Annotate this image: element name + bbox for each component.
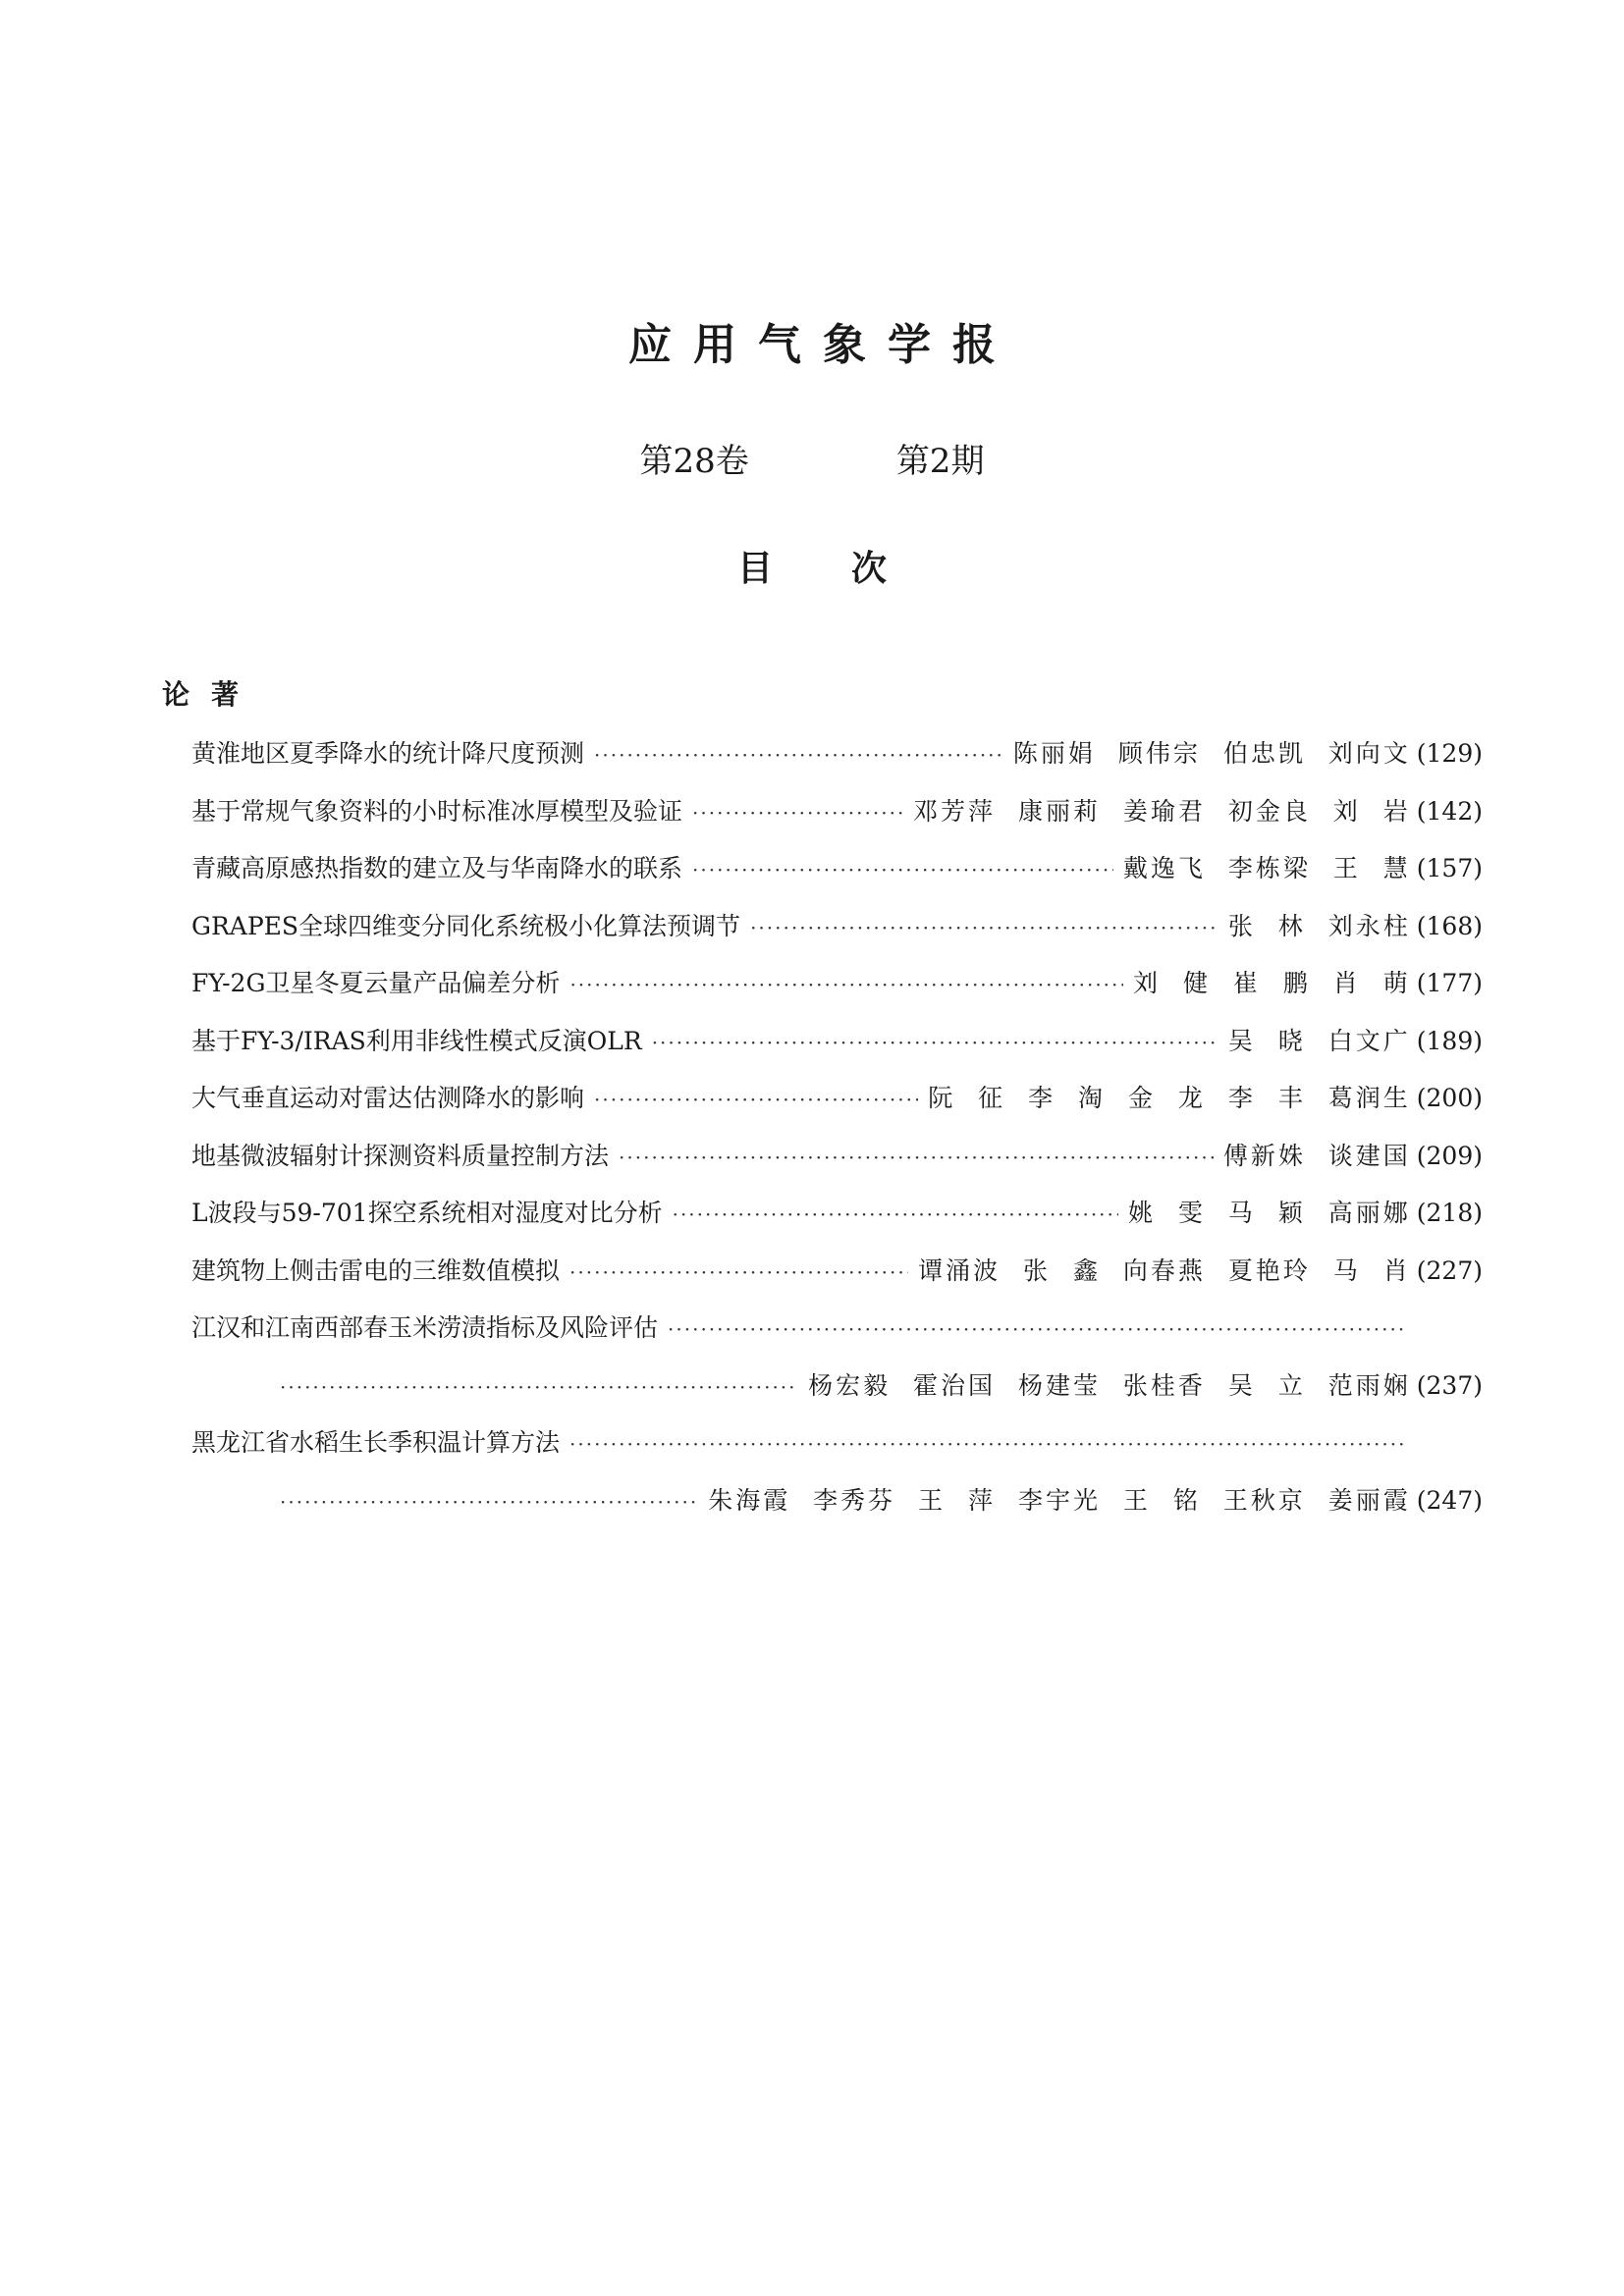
entry-authors: 谭涌波 张 鑫 向春燕 夏艳玲 马 肖 [918, 1255, 1411, 1285]
toc-heading-left: 目 [736, 549, 773, 589]
entry-page: (209) [1416, 1141, 1483, 1170]
toc-entry[interactable] [191, 1079, 1483, 1137]
leader-dots [668, 1317, 1404, 1341]
entry-authors: 阮 征 李 淘 金 龙 李 丰 葛润生 [928, 1084, 1411, 1112]
entry-page: (247) [1416, 1485, 1483, 1515]
toc-entry[interactable] [191, 1194, 1483, 1252]
leader-dots [280, 1490, 698, 1514]
leader-dots [569, 1432, 1404, 1456]
entry-title[interactable]: 江汉和江南西部春玉米涝渍指标及风险评估 [191, 1313, 659, 1342]
entry-page: (189) [1416, 1026, 1483, 1055]
leader-dots [619, 1146, 1214, 1169]
toc-entry-continuation [191, 1481, 1483, 1539]
entry-title[interactable]: 基于FY-3/IRAS利用非线性模式反演OLR [191, 1026, 642, 1055]
toc-entry[interactable] [191, 1137, 1483, 1195]
toc-entry[interactable] [191, 964, 1483, 1022]
entry-title[interactable]: 地基微波辐射计探测资料质量控制方法 [191, 1141, 610, 1170]
entry-page: (168) [1416, 911, 1483, 940]
entry-page: (227) [1416, 1255, 1483, 1285]
entry-authors: 吴 晓 白文广 [1227, 1026, 1411, 1055]
leader-dots [692, 858, 1113, 881]
entry-authors: 姚 雯 马 颖 高丽娜 [1127, 1199, 1411, 1227]
entry-authors: 刘 健 崔 鹏 肖 萌 [1133, 969, 1411, 997]
entry-title[interactable]: 建筑物上侧击雷电的三维数值模拟 [191, 1255, 561, 1285]
leader-dots [569, 1260, 908, 1284]
journal-title: 应用气象学报 [628, 320, 1017, 370]
leader-dots [692, 801, 903, 825]
leader-dots [652, 1031, 1218, 1054]
entry-authors: 傅新姝 谈建国 [1222, 1141, 1411, 1170]
entry-title[interactable]: L波段与59-701探空系统相对湿度对比分析 [191, 1199, 663, 1227]
entry-title[interactable]: 黄淮地区夏季降水的统计降尺度预测 [191, 739, 585, 768]
toc-list [191, 734, 1483, 1538]
leader-dots [594, 743, 1003, 767]
entry-title[interactable]: 大气垂直运动对雷达估测降水的影响 [191, 1084, 585, 1112]
toc-entry[interactable] [191, 907, 1483, 965]
entry-authors: 戴逸飞 李栋梁 王 慧 [1122, 854, 1411, 882]
toc-entry[interactable] [191, 1022, 1483, 1080]
leader-dots [673, 1202, 1118, 1226]
leader-dots [750, 916, 1218, 939]
toc-heading [0, 545, 1624, 594]
entry-authors: 陈丽娟 顾伟宗 伯忠凯 刘向文 [1012, 739, 1411, 768]
toc-entry[interactable] [191, 734, 1483, 792]
entry-page: (200) [1416, 1084, 1483, 1112]
toc-entry[interactable] [191, 1252, 1483, 1309]
entry-title[interactable]: FY-2G卫星冬夏云量产品偏差分析 [191, 969, 561, 997]
volume-number: 第28卷 [639, 442, 749, 481]
entry-title[interactable]: 黑龙江省水稻生长季积温计算方法 [191, 1428, 561, 1457]
entry-authors: 邓芳萍 康丽莉 姜瑜君 初金良 刘 岩 [913, 796, 1411, 826]
issue-number: 第2期 [895, 442, 985, 481]
toc-entry-continuation [191, 1366, 1483, 1424]
entry-title[interactable]: 基于常规气象资料的小时标准冰厚模型及验证 [191, 796, 683, 826]
toc-entry[interactable] [191, 792, 1483, 850]
leader-dots [569, 973, 1123, 996]
entry-title[interactable]: GRAPES全球四维变分同化系统极小化算法预调节 [191, 911, 741, 940]
entry-page: (218) [1416, 1199, 1483, 1227]
leader-dots [280, 1375, 798, 1399]
entry-page: (142) [1416, 796, 1483, 826]
entry-authors: 朱海霞 李秀芬 王 萍 李宇光 王 铭 王秋京 姜丽霞 [708, 1485, 1411, 1515]
entry-title[interactable]: 青藏高原感热指数的建立及与华南降水的联系 [191, 854, 683, 882]
toc-heading-right: 次 [851, 549, 888, 589]
section-heading: 论著 [162, 678, 261, 711]
toc-entry[interactable] [191, 849, 1483, 907]
entry-page: (237) [1416, 1370, 1483, 1400]
entry-authors: 杨宏毅 霍治国 杨建莹 张桂香 吴 立 范雨娴 [808, 1370, 1411, 1400]
toc-entry[interactable] [191, 1423, 1483, 1481]
entry-page: (157) [1416, 854, 1483, 882]
entry-page: (129) [1416, 739, 1483, 768]
entry-page: (177) [1416, 969, 1483, 997]
toc-entry[interactable] [191, 1308, 1483, 1366]
issue-info [0, 437, 1624, 486]
leader-dots [594, 1088, 918, 1111]
entry-authors: 张 林 刘永柱 [1227, 911, 1411, 940]
